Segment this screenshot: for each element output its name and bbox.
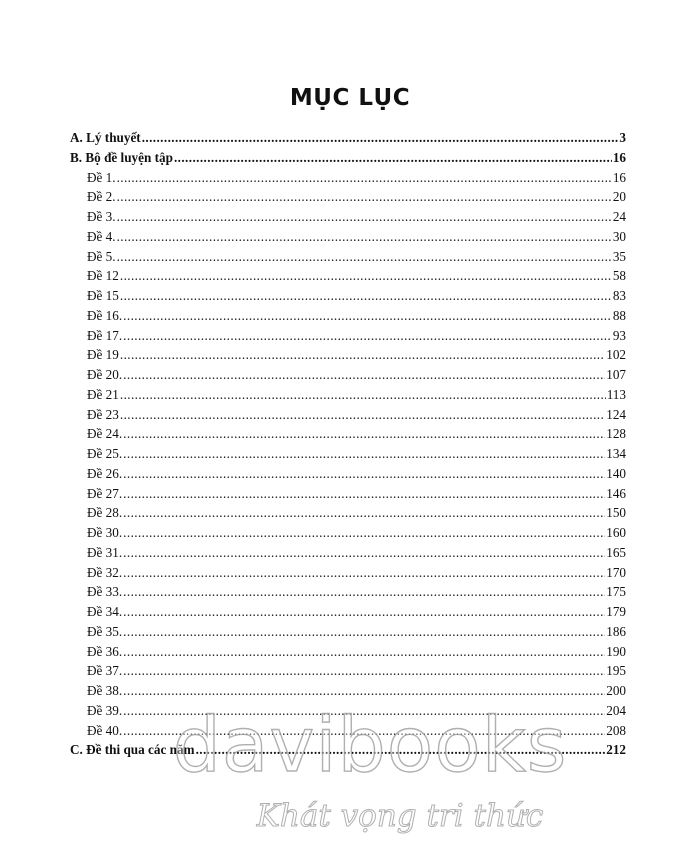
toc-entry-page-number: 107 xyxy=(606,367,626,382)
toc-dot-leader xyxy=(123,464,605,484)
toc-entry-label: Đề 30. xyxy=(87,525,123,540)
table-of-contents xyxy=(70,128,626,760)
toc-entry-label: Đề 37. xyxy=(87,663,123,679)
toc-entry[interactable] xyxy=(70,326,626,346)
toc-entry-page-number: 212 xyxy=(606,742,626,758)
toc-entry-page-number: 140 xyxy=(606,465,626,481)
toc-dot-leader xyxy=(123,424,605,444)
toc-dot-leader xyxy=(117,168,612,188)
toc-dot-leader xyxy=(123,582,605,602)
toc-entry-page-number: 175 xyxy=(606,584,626,600)
toc-entry-page-number: 20 xyxy=(612,189,626,205)
toc-dot-leader xyxy=(120,405,605,425)
toc-entry-label: Đề 20. xyxy=(87,367,123,382)
toc-entry-page-number: 113 xyxy=(606,386,626,402)
toc-dot-leader xyxy=(123,503,605,523)
toc-entry-label: Đề 12 xyxy=(87,268,119,284)
toc-entry-label: Đề 39. xyxy=(87,702,123,718)
toc-entry[interactable] xyxy=(70,642,626,662)
toc-entry[interactable] xyxy=(70,622,626,642)
toc-entry-label: Đề 25. xyxy=(87,446,123,461)
toc-entry[interactable] xyxy=(70,365,626,385)
toc-dot-leader xyxy=(196,740,606,760)
toc-entry-page-number: 128 xyxy=(606,426,626,442)
toc-entry[interactable] xyxy=(70,484,626,504)
toc-entry[interactable] xyxy=(70,247,626,267)
toc-entry[interactable] xyxy=(70,227,626,247)
toc-entry-label: Đề 21 xyxy=(87,386,119,402)
toc-dot-leader xyxy=(117,187,612,207)
toc-entry-label: Đề 36. xyxy=(87,643,123,659)
toc-dot-leader xyxy=(117,247,612,267)
toc-entry-label: Đề 4. xyxy=(87,228,116,244)
toc-dot-leader xyxy=(123,326,612,346)
toc-entry[interactable] xyxy=(70,701,626,721)
toc-entry-label: Đề 15 xyxy=(87,288,119,303)
toc-entry-label: A. Lý thuyết xyxy=(70,130,141,145)
toc-entry-label: Đề 28. xyxy=(87,505,123,521)
toc-entry[interactable] xyxy=(70,405,626,425)
toc-entry-page-number: 102 xyxy=(606,347,626,363)
toc-entry-label: Đề 23 xyxy=(87,406,119,422)
toc-entry-page-number: 3 xyxy=(619,130,626,145)
toc-entry[interactable] xyxy=(70,286,626,306)
toc-entry-page-number: 83 xyxy=(612,288,626,303)
toc-entry[interactable] xyxy=(70,168,626,188)
toc-entry[interactable] xyxy=(70,148,626,168)
toc-dot-leader xyxy=(120,266,612,286)
watermark-brand: davibooks xyxy=(172,700,568,789)
toc-dot-leader xyxy=(123,484,605,504)
toc-entry[interactable] xyxy=(70,306,626,326)
toc-dot-leader xyxy=(123,701,605,721)
toc-entry[interactable] xyxy=(70,543,626,563)
toc-dot-leader xyxy=(123,661,605,681)
toc-entry-page-number: 208 xyxy=(606,722,626,738)
toc-entry-label: Đề 26. xyxy=(87,465,123,481)
toc-entry-page-number: 179 xyxy=(606,604,626,619)
toc-entry-label: Đề 17. xyxy=(87,327,123,343)
toc-entry-label: Đề 2. xyxy=(87,189,116,205)
toc-entry-page-number: 200 xyxy=(606,683,626,698)
toc-entry[interactable] xyxy=(70,721,626,741)
page-title: MỤC LỤC xyxy=(289,85,411,112)
toc-dot-leader xyxy=(117,227,612,247)
toc-entry-page-number: 16 xyxy=(612,169,626,185)
toc-entry[interactable] xyxy=(70,385,626,405)
toc-entry-label: Đề 40. xyxy=(87,722,123,738)
toc-entry[interactable] xyxy=(70,661,626,681)
toc-entry[interactable] xyxy=(70,602,626,622)
toc-entry-page-number: 165 xyxy=(606,544,626,560)
toc-entry[interactable] xyxy=(70,266,626,286)
toc-dot-leader xyxy=(123,622,605,642)
toc-entry[interactable] xyxy=(70,345,626,365)
toc-dot-leader xyxy=(120,286,612,306)
toc-dot-leader xyxy=(123,721,605,741)
toc-dot-leader xyxy=(142,128,619,148)
toc-dot-leader xyxy=(123,563,605,583)
toc-dot-leader xyxy=(120,345,605,365)
toc-entry[interactable] xyxy=(70,128,626,148)
toc-dot-leader xyxy=(123,365,605,385)
toc-entry-page-number: 204 xyxy=(606,702,626,718)
toc-dot-leader xyxy=(120,385,606,405)
toc-entry-page-number: 35 xyxy=(612,248,626,264)
toc-dot-leader xyxy=(123,523,605,543)
toc-entry-page-number: 160 xyxy=(606,525,626,540)
watermark-slogan: Khát vọng tri thức xyxy=(256,798,544,834)
toc-entry-label: Đề 27. xyxy=(87,485,123,501)
toc-entry-label: Đề 32. xyxy=(87,564,123,580)
toc-entry-label: Đề 38. xyxy=(87,683,123,698)
toc-entry-page-number: 24 xyxy=(612,209,626,224)
toc-entry-label: Đề 31. xyxy=(87,544,123,560)
toc-entry[interactable] xyxy=(70,523,626,543)
toc-entry-page-number: 16 xyxy=(612,149,626,165)
toc-entry-page-number: 93 xyxy=(612,327,626,343)
toc-entry[interactable] xyxy=(70,582,626,602)
toc-entry[interactable] xyxy=(70,444,626,464)
toc-entry-page-number: 124 xyxy=(606,406,626,422)
toc-entry[interactable] xyxy=(70,503,626,523)
toc-entry-page-number: 30 xyxy=(612,228,626,244)
toc-entry-label: Đề 35. xyxy=(87,623,123,639)
toc-entry-label: Đề 19 xyxy=(87,347,119,363)
toc-dot-leader xyxy=(123,681,605,701)
toc-dot-leader xyxy=(123,306,612,326)
toc-entry-label: Đề 3. xyxy=(87,209,116,224)
toc-entry[interactable] xyxy=(70,740,626,760)
toc-dot-leader xyxy=(123,543,605,563)
toc-entry-label: C. Đề thi qua các năm xyxy=(70,742,195,758)
toc-entry[interactable] xyxy=(70,681,626,701)
toc-entry-page-number: 146 xyxy=(606,485,626,501)
toc-entry-label: B. Bộ đề luyện tập xyxy=(70,149,173,165)
toc-entry-label: Đề 34. xyxy=(87,604,123,619)
toc-dot-leader xyxy=(123,602,605,622)
toc-entry[interactable] xyxy=(70,464,626,484)
toc-entry-page-number: 134 xyxy=(606,446,626,461)
toc-entry-label: Đề 1. xyxy=(87,169,116,185)
toc-entry[interactable] xyxy=(70,207,626,227)
toc-dot-leader xyxy=(174,148,612,168)
toc-entry[interactable] xyxy=(70,563,626,583)
toc-entry-page-number: 150 xyxy=(606,505,626,521)
toc-entry-page-number: 170 xyxy=(606,564,626,580)
toc-entry-page-number: 190 xyxy=(606,643,626,659)
toc-entry-page-number: 195 xyxy=(606,663,626,679)
toc-entry[interactable] xyxy=(70,187,626,207)
toc-entry-page-number: 186 xyxy=(606,623,626,639)
toc-entry-label: Đề 5. xyxy=(87,248,116,264)
toc-entry-label: Đề 24. xyxy=(87,426,123,442)
toc-entry-label: Đề 33. xyxy=(87,584,123,600)
toc-entry-page-number: 58 xyxy=(612,268,626,284)
toc-dot-leader xyxy=(123,444,605,464)
toc-dot-leader xyxy=(123,642,605,662)
toc-entry[interactable] xyxy=(70,424,626,444)
toc-dot-leader xyxy=(117,207,612,227)
toc-entry-label: Đề 16. xyxy=(87,307,123,323)
toc-entry-page-number: 88 xyxy=(612,307,626,323)
